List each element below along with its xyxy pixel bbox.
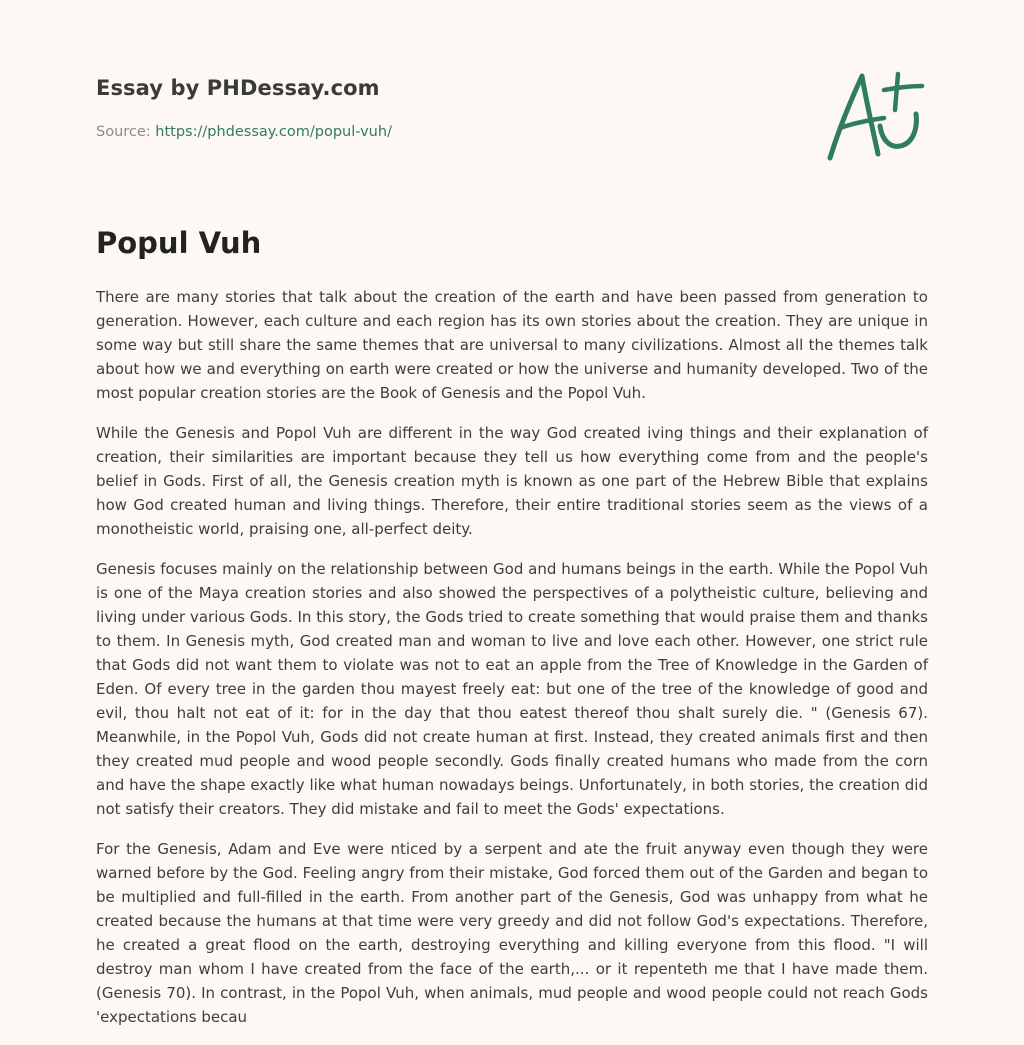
- source-line: [96, 124, 392, 140]
- paragraph: There are many stories that talk about the creation of the earth and have been passed from generation to generation. However, each culture and each region has its own stories about the creation. They are unique in some way but still share the same themes that are universal to many civilizations. Almost all the themes talk about how we and everything on earth were created or how the universe and humanity developed. Two of the most popular creation stories are the Book of Genesis and the Popol Vuh.: [96, 288, 928, 402]
- source-label: Source:: [96, 124, 156, 140]
- source-link[interactable]: https://phdessay.com/popul-vuh/: [155, 124, 392, 140]
- site-brand: Essay by PHDessay.com: [96, 76, 380, 100]
- page-title: Popul Vuh: [96, 226, 262, 260]
- paragraph: Genesis focuses mainly on the relationship between God and humans beings in the earth. While the Popol Vuh is one of the Maya creation stories and also showed the perspectives of a polytheistic culture, believing and living under various Gods. In this story, the Gods tried to create something that would praise them and thanks to them. In Genesis myth, God created man and woman to live and love each other. However, one strict rule that Gods did not want them to violate was not to eat an apple from the Tree of Knowledge in the Garden of Eden. Of every tree in the garden thou mayest freely eat: but one of the tree of the knowledge of good and evil, thou halt not eat of it: for in the day that thou eatest thereof thou shalt surely die. " (Genesis 67). Meanwhile, in the Popol Vuh, Gods did not create human at first. Instead, they created animals first and then they created mud people and wood people secondly. Gods finally created humans who made from the corn and have the shape exactly like what human nowadays beings. Unfortunately, in both stories, the creation did not satisfy their creators. They did mistake and fail to meet the Gods' expectations.: [96, 560, 928, 818]
- paragraph: For the Genesis, Adam and Eve were nticed by a serpent and ate the fruit anyway even though they were warned before by the God. Feeling angry from their mistake, God forced them out of the Garden and began to be multiplied and full-filled in the earth. From another part of the Genesis, God was unhappy from what he created because the humans at that time were very greedy and did not follow God's expectations. Therefore, he created a great flood on the earth, destroying everything and killing everyone from this flood. "I will destroy man whom I have created from the face of the earth,... or it repenteth me that I have made them. (Genesis 70). In contrast, in the Popol Vuh, when animals, mud people and wood people could not reach Gods 'expectations becau: [96, 840, 928, 1026]
- essay-body: [96, 285, 928, 1045]
- a-plus-logo-icon: [818, 66, 930, 166]
- paragraph: While the Genesis and Popol Vuh are different in the way God created iving things and their explanation of creation, their similarities are important because they tell us how everything come from and the people's belief in Gods. First of all, the Genesis creation myth is known as one part of the Hebrew Bible that explains how God created human and living things. Therefore, their entire traditional stories seem as the views of a monotheistic world, praising one, all-perfect deity.: [96, 424, 928, 538]
